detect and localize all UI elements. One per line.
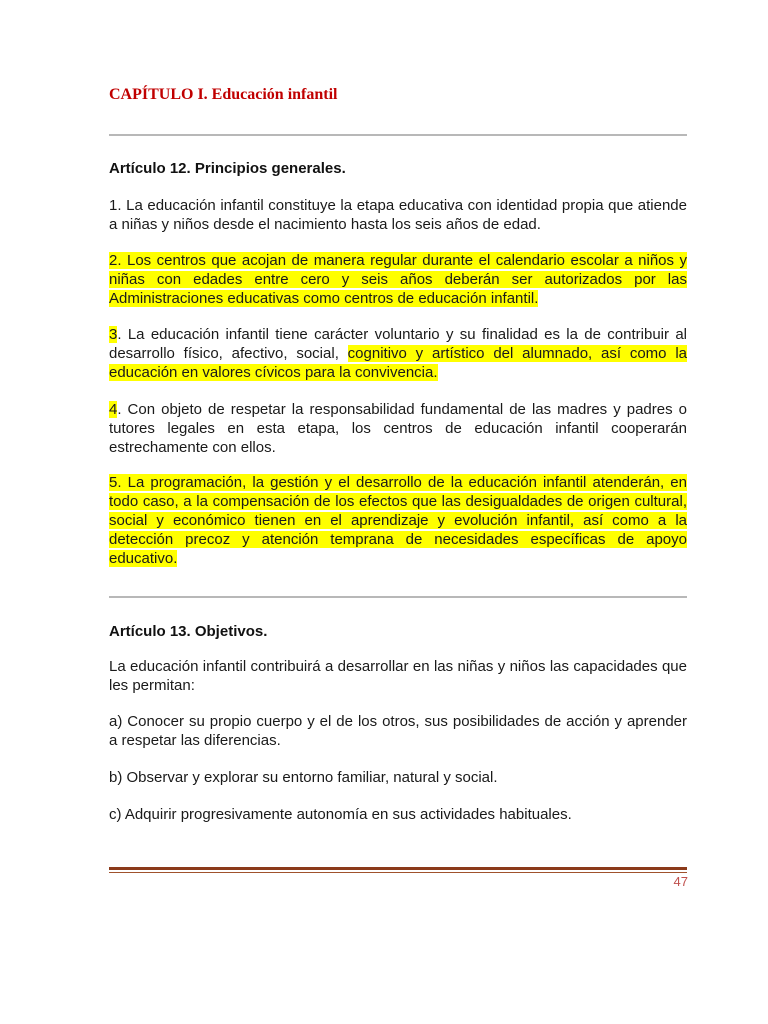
highlighted-number: 3 bbox=[109, 326, 118, 343]
article-12-paragraph-4 bbox=[109, 400, 687, 457]
paragraph-text: . La educación infantil tiene carácter voluntario y su finalidad es la de contribuir al desarrollo físico, afectivo, social, bbox=[109, 326, 687, 362]
article-13-title: Artículo 13. Objetivos. bbox=[109, 623, 268, 640]
highlighted-text: 2. Los centros que acojan de manera regular durante el calendario escolar a niños y niñas con edades entre cero y seis años deberán ser autorizados por las Administraciones educativas como centros de educación infantil. bbox=[109, 252, 687, 307]
article-13-item-c: c) Adquirir progresivamente autonomía en sus actividades habituales. bbox=[109, 806, 572, 823]
section-divider bbox=[109, 596, 687, 598]
article-13-intro: La educación infantil contribuirá a desarrollar en las niñas y niños las capacidades que les permitan: bbox=[109, 658, 687, 694]
page-number: 47 bbox=[673, 874, 688, 889]
footer-rule-thin bbox=[109, 872, 687, 873]
paragraph-text: . Con objeto de respetar la responsabilidad fundamental de las madres y padres o tutores legales en esta etapa, los centros de educación infantil cooperarán estrechamente con ellos. bbox=[109, 401, 687, 456]
article-12-paragraph-3 bbox=[109, 325, 687, 382]
article-12-paragraph-5 bbox=[109, 473, 687, 568]
footer-rule bbox=[109, 867, 687, 870]
highlighted-text: cognitivo bbox=[347, 345, 407, 362]
highlighted-number: 4 bbox=[109, 401, 118, 418]
article-12-paragraph-2 bbox=[109, 251, 687, 308]
paragraph-text: y artístico del alumnado, así como la educación en valores cívicos para la convivencia. bbox=[109, 345, 687, 381]
section-divider bbox=[109, 134, 687, 136]
article-12-title: Artículo 12. Principios generales. bbox=[109, 160, 346, 177]
highlighted-text: 5. La programación, la gestión y el desarrollo de la educación infantil atenderán, en todo caso, a la compensación de los efectos que las desigualdades de origen cultural, social y económico tienen en el aprendizaje y evolución infantil, así como a la detección precoz y atención temprana de necesidades específicas de apoyo educativo. bbox=[109, 474, 687, 567]
article-13-item-b: b) Observar y explorar su entorno familiar, natural y social. bbox=[109, 769, 498, 786]
article-13-item-a: a) Conocer su propio cuerpo y el de los otros, sus posibilidades de acción y aprender a respetar las diferencias. bbox=[109, 713, 687, 749]
article-12-paragraph-1: 1. La educación infantil constituye la etapa educativa con identidad propia que atiende a niñas y niños desde el nacimiento hasta los seis años de edad. bbox=[109, 197, 687, 233]
chapter-title: CAPÍTULO I. Educación infantil bbox=[109, 86, 338, 103]
